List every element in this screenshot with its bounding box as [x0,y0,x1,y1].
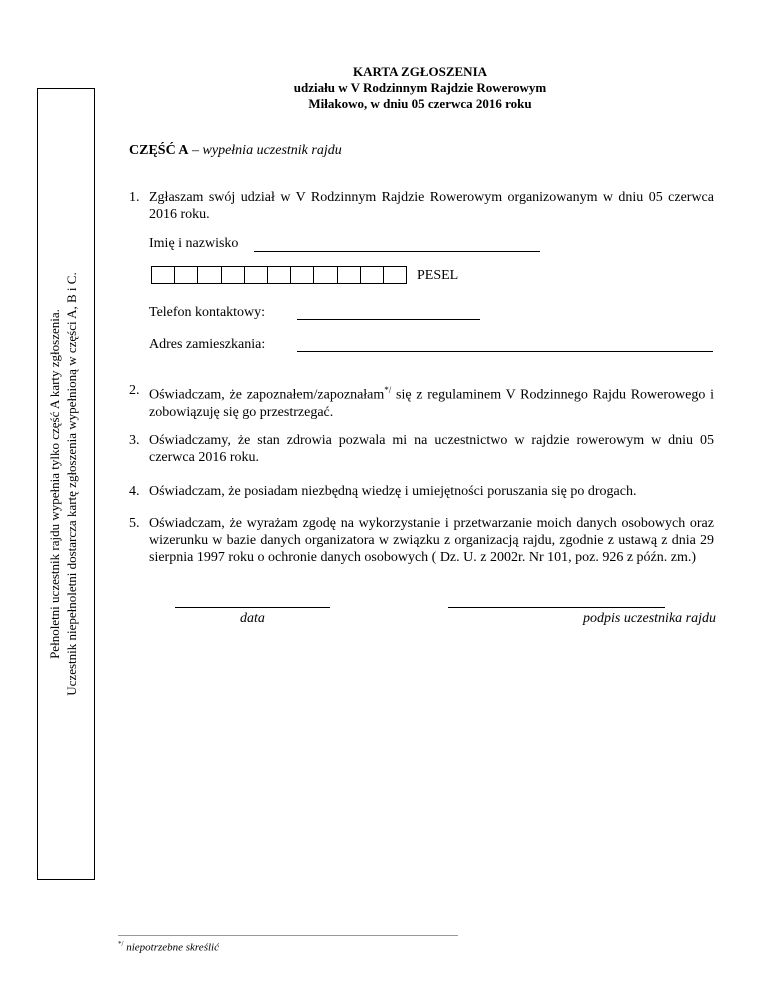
pesel-digit-cell[interactable] [291,267,314,283]
pesel-digit-cell[interactable] [338,267,361,283]
phone-label: Telefon kontaktowy: [149,305,266,320]
pesel-digit-cell[interactable] [175,267,198,283]
pesel-digit-cell[interactable] [152,267,175,283]
address-input-line[interactable] [297,351,713,352]
form-title: KARTA ZGŁOSZENIA [352,64,488,79]
statement-number: 2. [129,383,140,398]
footnote-separator [118,935,458,936]
statement-text: Oświadczamy, że stan zdrowia pozwala mi na uczestnictwo w rajdzie rowerowym w dniu 05 czerwca 2016 roku. [149,433,714,465]
statement-text: Oświadczam, że wyrażam zgodę na wykorzystanie i przetwarzanie moich danych osobowych oraz wizerunku w bazie danych organizatora w związku z organizacją rajdu, zgodnie z ustawą z dnia 29 sierpnia 1997 roku o ochronie danych osobowych ( Dz. U. z 2002r. Nr 101, poz. 926 z późn. zm.) [149,516,714,565]
pesel-digit-cell[interactable] [314,267,337,283]
name-label: Imię i nazwisko [149,236,239,251]
statement-3 [129,432,714,466]
statement-text: Oświadczam, że posiadam niezbędną wiedzę i umiejętności poruszania się po drogach. [149,484,637,499]
footnote-marker: */ [118,940,124,948]
statement-4 [129,483,714,500]
date-input-line[interactable] [175,607,330,608]
statement-number: 3. [129,433,140,448]
section-title [129,143,342,159]
footnote-marker: */ [384,385,392,395]
pesel-digit-cell[interactable] [222,267,245,283]
pesel-label: PESEL [417,268,459,283]
statement-2 [129,382,714,421]
pesel-digit-cell[interactable] [198,267,221,283]
pesel-input-grid[interactable] [151,266,407,284]
statement-number: 1. [129,190,140,205]
side-note-line-1: Pełnoletni uczestnik rajdu wypełnia tylko część A karty zgłoszenia. [47,309,62,659]
section-title-italic: wypełnia uczestnik rajdu [202,143,342,158]
statement-number: 4. [129,484,140,499]
statement-1 [129,189,714,223]
side-note [46,89,86,879]
pesel-digit-cell[interactable] [384,267,406,283]
statement-5 [129,515,714,566]
pesel-digit-cell[interactable] [361,267,384,283]
statement-text: Zgłaszam swój udział w V Rodzinnym Rajdzie Rowerowym organizowanym w dniu 05 czerwca 2016 roku. [149,190,714,222]
statement-text-after: się z regulaminem V Rodzinnego Rajdu Rowerowego i zobowiązuję się go przestrzegać. [149,387,714,420]
side-note-line-2: Uczestnik niepełnoletni dostarcza kartę zgłoszenia wypełnioną w części A, B i C. [64,272,79,696]
date-caption: data [240,611,265,626]
form-date-place: Miłakowo, w dniu 05 czerwca 2016 roku [308,96,532,111]
section-title-dash: – [188,143,203,158]
address-label: Adres zamieszkania: [149,337,266,352]
footnote [118,940,219,954]
form-header [130,64,710,112]
section-title-bold: CZĘŚĆ A [129,143,189,158]
signature-caption: podpis uczestnika rajdu [583,611,716,626]
signature-input-line[interactable] [448,607,665,608]
phone-input-line[interactable] [297,319,480,320]
statement-number: 5. [129,516,140,531]
footnote-text: niepotrzebne skreślić [123,941,219,954]
pesel-digit-cell[interactable] [245,267,268,283]
statement-text-before: Oświadczam, że zapoznałem/zapoznałam [149,387,385,403]
form-subtitle: udziału w V Rodzinnym Rajdzie Rowerowym [293,80,547,95]
pesel-digit-cell[interactable] [268,267,291,283]
name-input-line[interactable] [254,251,540,252]
statement-text [149,382,714,421]
